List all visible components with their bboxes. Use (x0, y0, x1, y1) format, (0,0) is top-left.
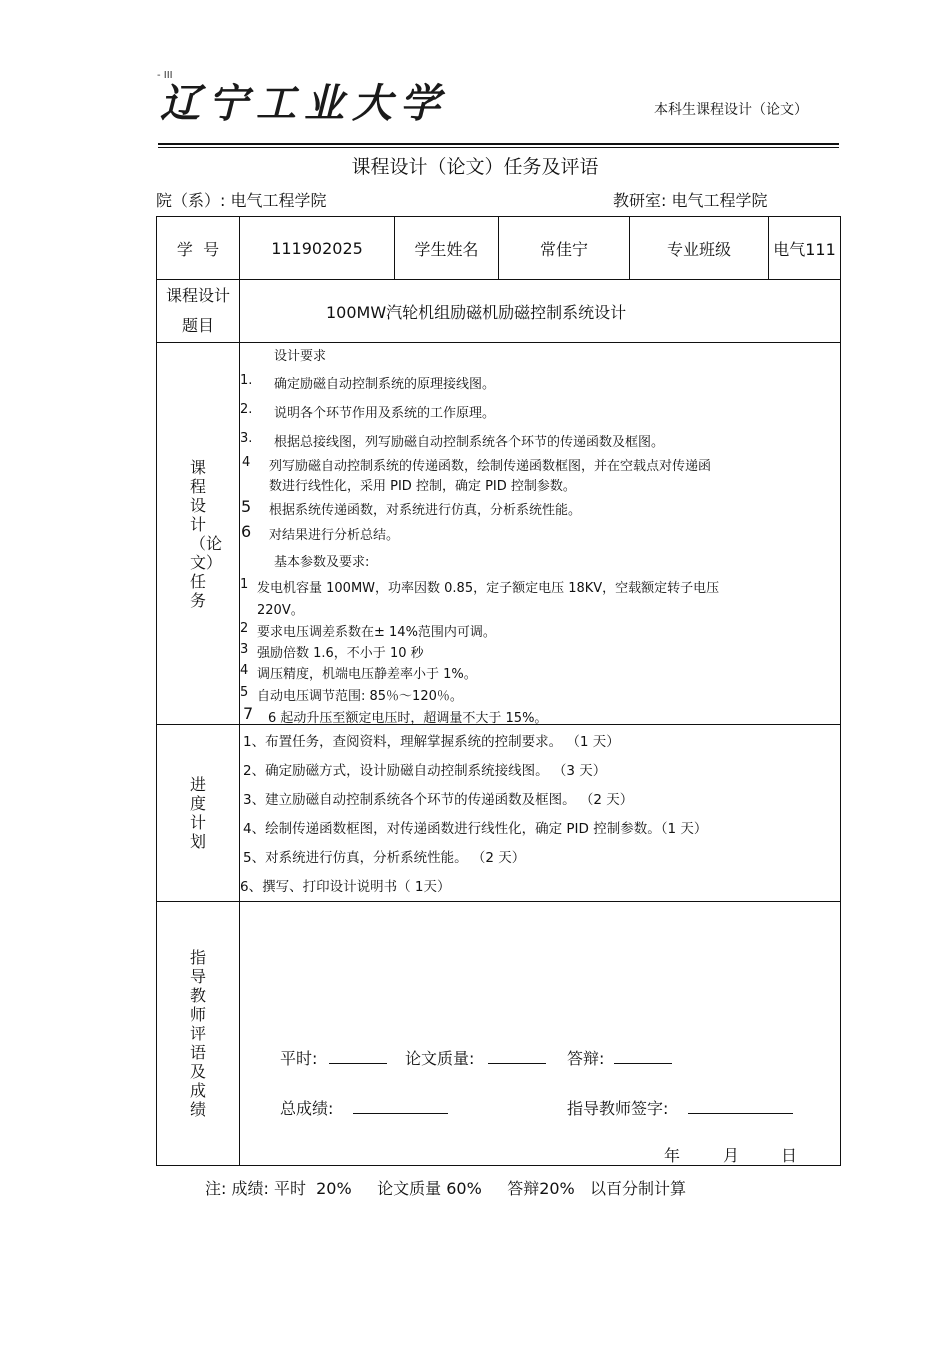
doc-type-header: 本科生课程设计（论文） (654, 102, 808, 118)
task-item (240, 497, 582, 518)
class-value: 电气111 (769, 217, 841, 280)
defense-score-label: 答辩: (567, 1049, 605, 1068)
task-item (240, 522, 400, 543)
task-num: 2. (240, 402, 253, 417)
student-name-label: 学生姓名 (395, 217, 499, 280)
param-heading: 基本参数及要求: (274, 555, 370, 570)
teaching-room: 教研室: 电气工程学院 (613, 191, 768, 210)
university-logo: 辽宁工业大学 (160, 80, 448, 127)
grading-note: 注: 成绩: 平时 20% 论文质量 60% 答辩20% 以百分制计算 (205, 1179, 687, 1198)
date-day: 日 (781, 1146, 798, 1165)
evaluation-content (240, 902, 840, 1165)
schedule-label-cell (157, 725, 240, 902)
param-item (240, 663, 477, 682)
topic-label (157, 280, 240, 343)
student-id-value: 111902025 (240, 217, 395, 280)
task-item (240, 402, 496, 421)
signature-label: 指导教师签字: (567, 1099, 669, 1118)
logo-mark: - III (157, 70, 173, 81)
header-rule-thin (158, 147, 839, 148)
design-heading: 设计要求 (274, 349, 327, 364)
param-text: 发电机容量 100MW，功率因数 0.85，定子额定电压 18KV，空载额定转子电压 (257, 581, 720, 596)
tasks-label: 课程设计（论文）任务 (190, 457, 223, 610)
task-num: 4 (242, 455, 251, 470)
param-num: 2 (240, 621, 249, 636)
page-title: 课程设计（论文）任务及评语 (351, 156, 599, 178)
class-label: 专业班级 (630, 217, 769, 280)
total-score-label: 总成绩: (280, 1099, 334, 1118)
topic-value (240, 280, 841, 343)
student-id-label: 学 号 (157, 217, 240, 280)
param-num: 4 (240, 663, 249, 678)
task-num: 5 (241, 497, 252, 516)
param-text-cont: 220V。 (257, 603, 304, 618)
schedule-item: 6、撰写、打印设计说明书（ 1天） (240, 879, 451, 895)
param-item (240, 642, 424, 661)
date-year: 年 (664, 1146, 681, 1165)
signature-blank[interactable] (688, 1099, 793, 1114)
evaluation-label: 指导教师评语及成绩 (190, 948, 207, 1119)
defense-score-blank[interactable] (614, 1049, 672, 1064)
student-name-value: 常佳宁 (499, 217, 630, 280)
task-text-cont: 数进行线性化，采用 PID 控制，确定 PID 控制参数。 (269, 479, 576, 494)
total-score-field (280, 1096, 448, 1119)
schedule-item: 2、确定励磁方式，设计励磁自动控制系统接线图。 （3 天） (243, 763, 607, 779)
topic-label-line1: 课程设计 (165, 286, 230, 305)
param-item (240, 685, 463, 704)
task-num: 3. (240, 431, 253, 446)
task-text: 对结果进行分析总结。 (269, 528, 400, 543)
topic-label-line2: 题目 (181, 316, 214, 335)
param-text: 调压精度，机端电压静差率小于 1%。 (257, 667, 477, 682)
signature-field (567, 1096, 793, 1119)
schedule-item: 5、对系统进行仿真，分析系统性能。 （2 天） (243, 850, 526, 866)
schedule-content (240, 725, 840, 901)
param-num: 1 (240, 577, 249, 592)
schedule-item: 3、建立励磁自动控制系统各个环节的传递函数及框图。 （2 天） (243, 792, 634, 808)
task-item (240, 373, 496, 392)
evaluation-label-cell (157, 902, 240, 1166)
quality-score-field (405, 1046, 546, 1069)
param-text: 6 起动升压至额定电压时，超调量不大于 15%。 (268, 711, 548, 726)
param-item (240, 577, 720, 596)
param-text: 强励倍数 1.6，不小于 10 秒 (257, 646, 424, 661)
quality-score-blank[interactable] (488, 1049, 546, 1064)
task-text: 列写励磁自动控制系统的传递函数，绘制传递函数框图，并在空载点对传递函 (269, 459, 712, 474)
schedule-label: 进度计划 (190, 775, 207, 851)
param-num: 3 (240, 642, 249, 657)
param-item (240, 704, 548, 726)
task-text: 根据系统传递函数，对系统进行仿真，分析系统性能。 (269, 503, 582, 518)
task-item (240, 455, 712, 474)
schedule-item: 4、绘制传递函数框图，对传递函数进行线性化，确定 PID 控制参数。（1 天） (243, 821, 708, 837)
param-item (240, 621, 496, 640)
header-rule-thick (158, 143, 839, 145)
task-item (240, 431, 665, 450)
param-num: 7 (243, 704, 254, 723)
total-score-blank[interactable] (353, 1099, 448, 1114)
tasks-label-cell (157, 343, 240, 725)
date-month: 月 (723, 1146, 740, 1165)
department: 院（系）: 电气工程学院 (156, 191, 327, 210)
usual-score-label: 平时: (280, 1049, 318, 1068)
param-text: 自动电压调节范围: 85％～120％。 (257, 689, 463, 704)
schedule-item: 1、布置任务，查阅资料，理解掌握系统的控制要求。 （1 天） (243, 734, 620, 750)
param-num: 5 (240, 685, 249, 700)
task-text: 确定励磁自动控制系统的原理接线图。 (274, 377, 496, 392)
topic-text: 100MW汽轮机组励磁机励磁控制系统设计 (326, 302, 627, 322)
quality-score-label: 论文质量: (405, 1049, 475, 1068)
param-text: 要求电压调差系数在± 14%范围内可调。 (257, 625, 496, 640)
task-table (156, 216, 841, 1166)
task-text: 根据总接线图，列写励磁自动控制系统各个环节的传递函数及框图。 (274, 435, 665, 450)
usual-score-field (280, 1046, 387, 1069)
task-num: 1. (240, 373, 253, 388)
tasks-content (240, 343, 840, 724)
task-num: 6 (241, 522, 252, 541)
defense-score-field (567, 1046, 672, 1069)
usual-score-blank[interactable] (329, 1049, 387, 1064)
task-text: 说明各个环节作用及系统的工作原理。 (274, 406, 496, 421)
